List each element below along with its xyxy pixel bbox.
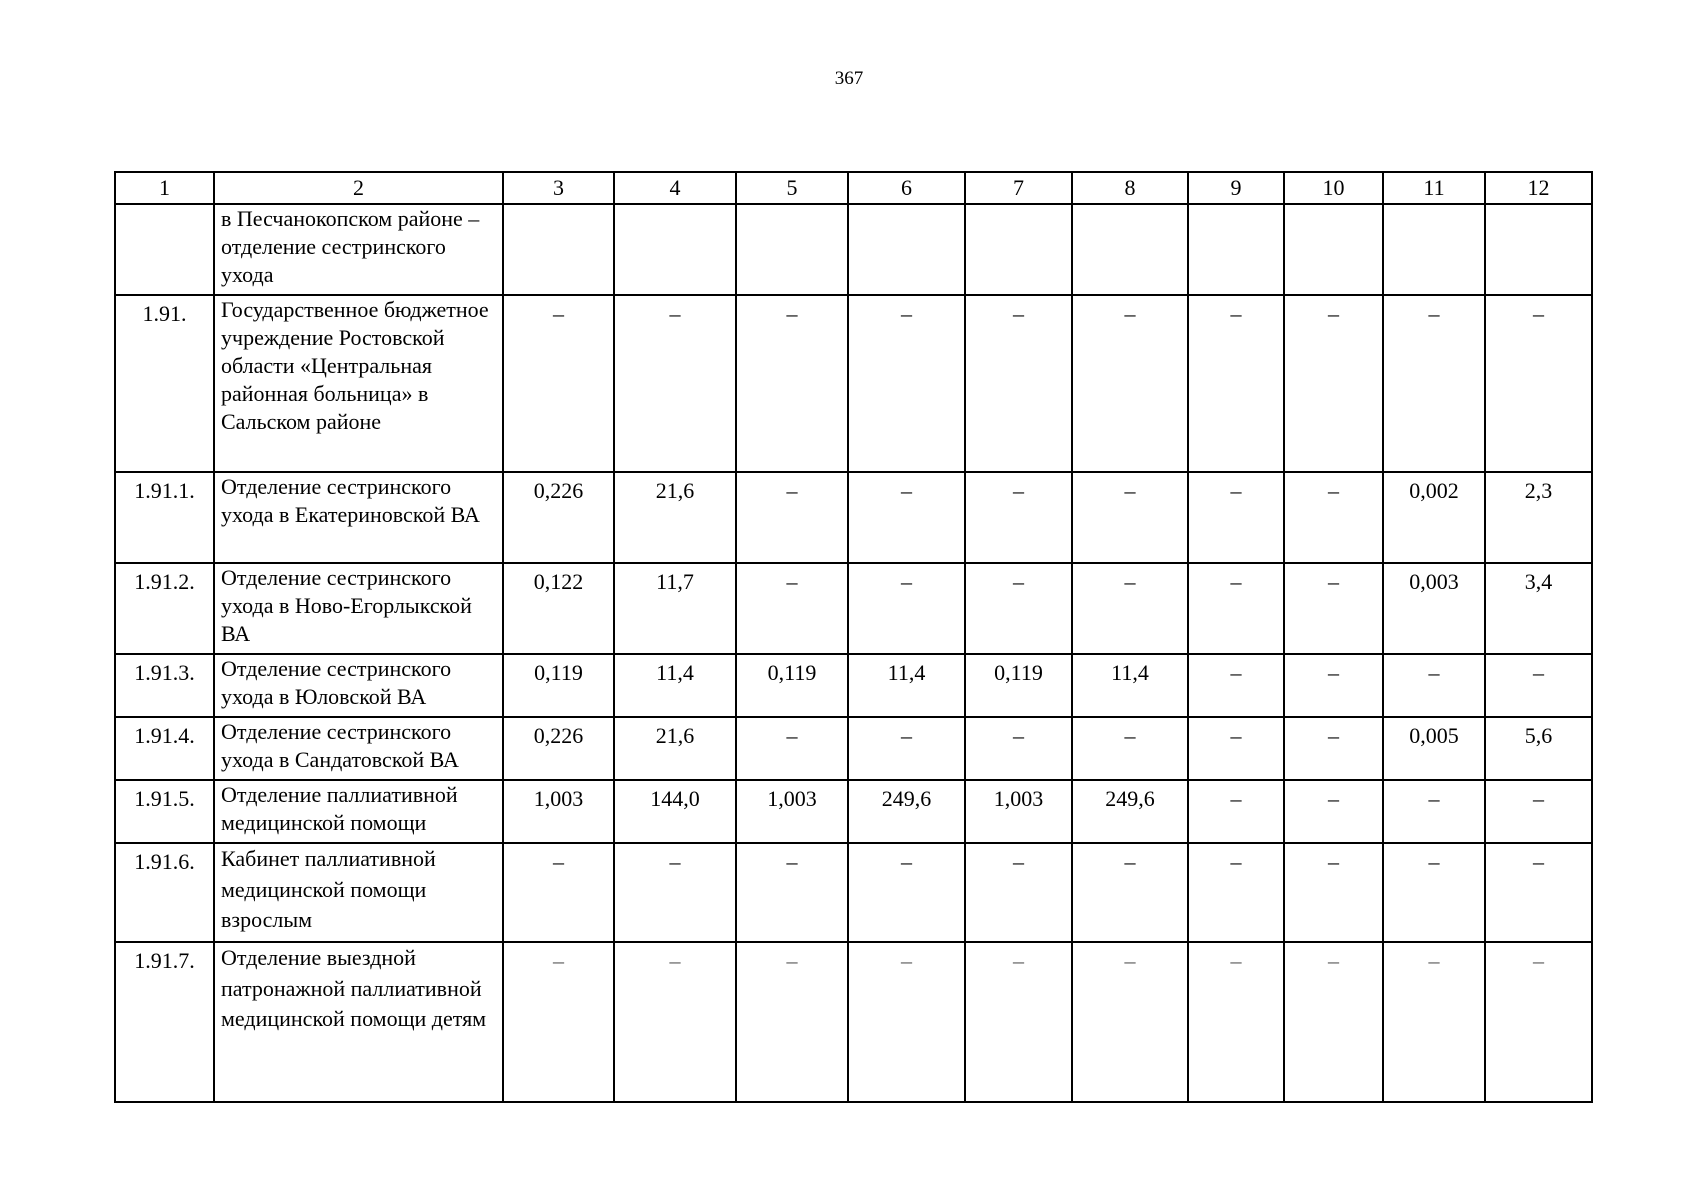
table-cell: – [1284,717,1383,780]
table-cell: – [1383,843,1485,942]
table-cell: – [1072,717,1188,780]
table-cell: – [1485,654,1592,717]
table-cell: – [848,942,965,1102]
table-cell: – [736,717,848,780]
table-cell: – [1284,942,1383,1102]
table-cell [965,204,1072,295]
table-cell: – [1485,295,1592,472]
column-header: 3 [503,172,614,204]
table-cell: 0,119 [503,654,614,717]
table-cell: 0,122 [503,563,614,654]
column-header: 10 [1284,172,1383,204]
table-header-row [115,172,1592,204]
row-name: в Песчанокопском районе – отделение сестринского ухода [214,204,503,295]
table-cell: 0,002 [1383,472,1485,563]
table-cell: – [1284,780,1383,843]
table-cell: 5,6 [1485,717,1592,780]
table-cell [503,204,614,295]
row-number: 1.91.5. [115,780,214,843]
table-cell: – [1284,563,1383,654]
table-row [115,717,1592,780]
table-cell: – [1485,843,1592,942]
column-header: 12 [1485,172,1592,204]
row-name: Государственное бюджетное учреждение Ростовской области «Центральная районная больница» в Сальском районе [214,295,503,472]
table-cell [848,204,965,295]
table-cell: 11,4 [1072,654,1188,717]
row-name: Отделение сестринского ухода в Екатериновской ВА [214,472,503,563]
row-number: 1.91.6. [115,843,214,942]
table-cell: 0,003 [1383,563,1485,654]
table-cell: – [736,295,848,472]
table-row [115,295,1592,472]
table-cell: – [503,942,614,1102]
row-number: 1.91.1. [115,472,214,563]
table-cell: – [614,942,736,1102]
table-cell: – [1284,843,1383,942]
table-cell: – [1188,472,1284,563]
column-header: 9 [1188,172,1284,204]
row-number: 1.91.7. [115,942,214,1102]
table-cell: – [848,717,965,780]
table-cell: – [1188,717,1284,780]
table-row [115,654,1592,717]
table-row [115,942,1592,1102]
table-cell: – [1383,295,1485,472]
table-cell: – [1188,563,1284,654]
column-header: 11 [1383,172,1485,204]
table-cell: – [1284,472,1383,563]
table-cell: 3,4 [1485,563,1592,654]
table-cell: – [965,717,1072,780]
table-cell: – [736,843,848,942]
table-cell: 11,4 [614,654,736,717]
table-cell: – [503,843,614,942]
table-cell: 2,3 [1485,472,1592,563]
table-cell: 0,005 [1383,717,1485,780]
table-cell: – [1072,472,1188,563]
table-cell: – [1284,295,1383,472]
table-cell: – [965,942,1072,1102]
table-cell: 0,226 [503,717,614,780]
table-cell: 144,0 [614,780,736,843]
table-cell: – [614,295,736,472]
table-cell: – [1072,942,1188,1102]
table-cell [1485,204,1592,295]
table-cell: 1,003 [503,780,614,843]
page-number: 367 [834,68,864,89]
table-cell: – [1072,563,1188,654]
row-name: Отделение сестринского ухода в Сандатовской ВА [214,717,503,780]
table-cell: – [1188,295,1284,472]
row-name: Отделение сестринского ухода в Ново-Егорлыкской ВА [214,563,503,654]
table-cell: – [1072,295,1188,472]
table-cell: – [1383,942,1485,1102]
table-cell: – [503,295,614,472]
table-cell: – [1188,780,1284,843]
table-row [115,563,1592,654]
table-cell: 0,226 [503,472,614,563]
table-cell: – [965,563,1072,654]
table-cell: 249,6 [1072,780,1188,843]
table-cell: – [1188,843,1284,942]
table-cell: 11,7 [614,563,736,654]
row-number: 1.91.3. [115,654,214,717]
row-number [115,204,214,295]
row-name: Отделение паллиативной медицинской помощи [214,780,503,843]
table-cell: – [1072,843,1188,942]
row-number: 1.91. [115,295,214,472]
table-row [115,843,1592,942]
table-cell: – [1485,942,1592,1102]
column-header: 2 [214,172,503,204]
table-cell: 249,6 [848,780,965,843]
table-cell: – [848,563,965,654]
table-cell: – [614,843,736,942]
data-table [114,171,1593,1103]
row-number: 1.91.4. [115,717,214,780]
column-header: 7 [965,172,1072,204]
table-cell: 11,4 [848,654,965,717]
column-header: 4 [614,172,736,204]
table-cell [614,204,736,295]
table-cell: – [848,295,965,472]
column-header: 1 [115,172,214,204]
table-row [115,780,1592,843]
table-cell: 0,119 [965,654,1072,717]
table-cell: 21,6 [614,717,736,780]
table-row [115,204,1592,295]
table-cell: – [965,295,1072,472]
table-cell: – [965,472,1072,563]
column-header: 6 [848,172,965,204]
row-name: Кабинет паллиативной медицинской помощи взрослым [214,843,503,942]
table-cell: – [1284,654,1383,717]
table-cell: – [1383,780,1485,843]
table-cell [736,204,848,295]
table-cell: – [736,563,848,654]
table-row [115,472,1592,563]
row-name: Отделение сестринского ухода в Юловской ВА [214,654,503,717]
column-header: 8 [1072,172,1188,204]
table-cell: – [736,472,848,563]
table-cell [1383,204,1485,295]
row-number: 1.91.2. [115,563,214,654]
table-cell: – [1188,654,1284,717]
column-header: 5 [736,172,848,204]
table-cell: – [965,843,1072,942]
table-cell: – [1188,942,1284,1102]
table-cell: 21,6 [614,472,736,563]
table-cell: 1,003 [965,780,1072,843]
table-cell [1188,204,1284,295]
table-cell: – [1383,654,1485,717]
table-cell [1284,204,1383,295]
table-cell: – [848,843,965,942]
table-cell: – [736,942,848,1102]
table-cell: – [848,472,965,563]
table-cell: 0,119 [736,654,848,717]
table-cell: – [1485,780,1592,843]
table-cell: 1,003 [736,780,848,843]
row-name: Отделение выездной патронажной паллиативной медицинской помощи детям [214,942,503,1102]
table-cell [1072,204,1188,295]
